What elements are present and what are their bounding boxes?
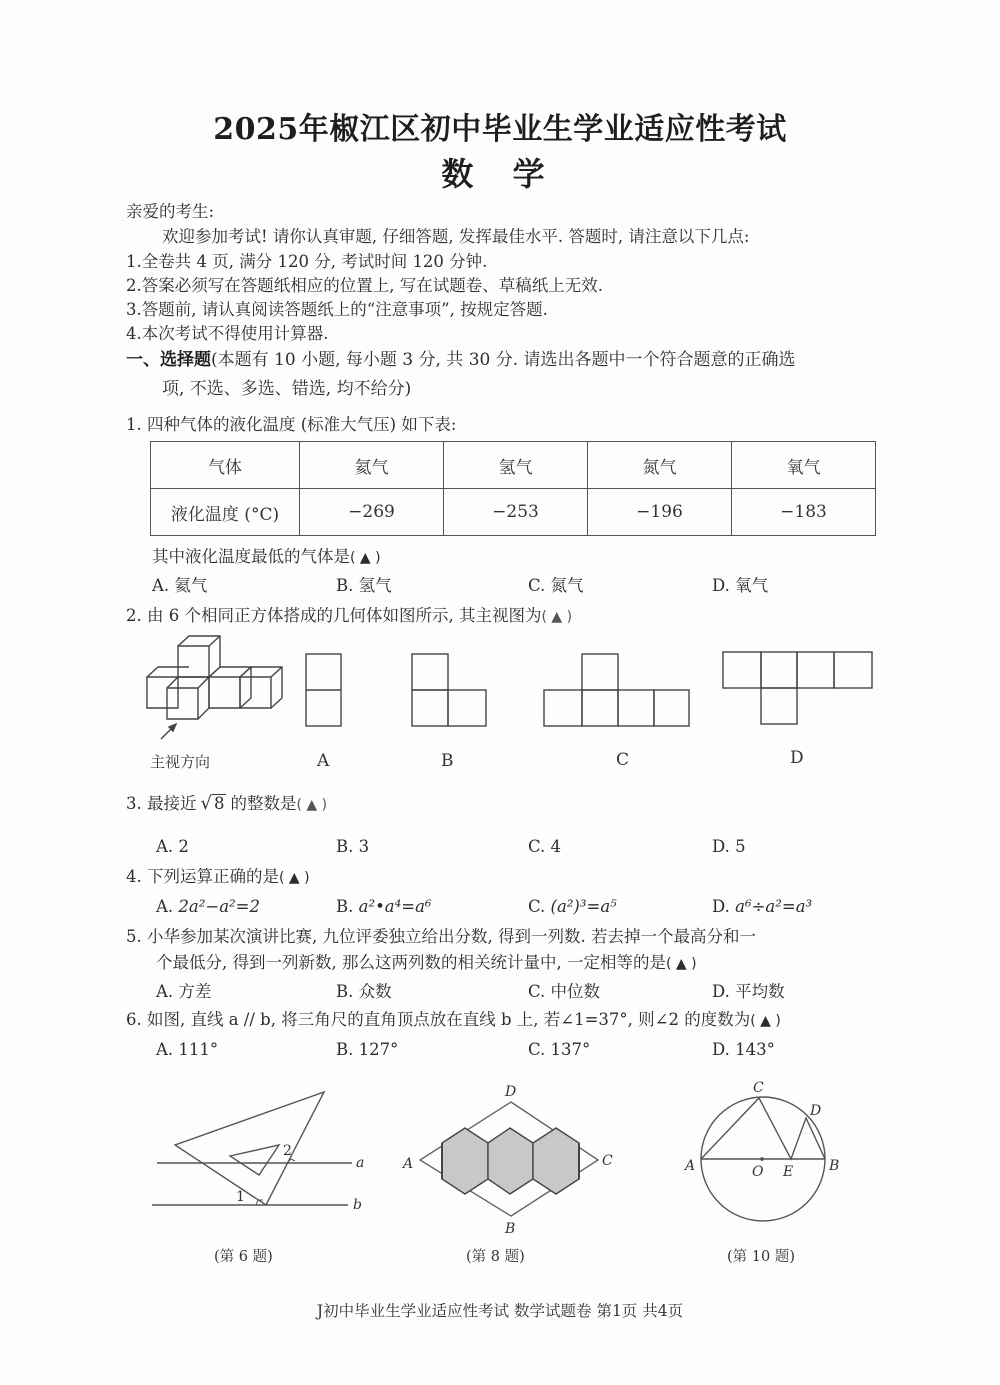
- q4-option-a: [156, 896, 260, 918]
- q1-option-d: D. 氧气: [712, 576, 769, 595]
- instruction-item-1: 1.全卷共 4 页, 满分 120 分, 考试时间 120 分钟.: [126, 252, 488, 271]
- q4-stem-line: [126, 866, 310, 889]
- label-angle-1: 1: [236, 1189, 245, 1205]
- q1-option-b: B. 氢气: [336, 576, 392, 595]
- q2-figures: [0, 630, 1000, 740]
- section-label: 一、选择题: [126, 350, 211, 370]
- label-D: D: [505, 1084, 517, 1100]
- view-option-c: [544, 654, 689, 726]
- q3-option-b: B. 3: [336, 837, 370, 856]
- q5-stem-1: 5. 小华参加某次演讲比赛, 九位评委独立给出分数, 得到一列数. 若去掉一个最高分和一: [126, 927, 756, 946]
- q2-stem-line: [126, 605, 572, 628]
- table-row: [151, 489, 876, 536]
- q6-stem-line: [126, 1009, 781, 1032]
- figure-8-caption: (第 8 题): [466, 1249, 525, 1265]
- welcome-text: 欢迎参加考试! 请你认真审题, 仔细答题, 发挥最佳水平. 答题时, 请注意以下几点:: [162, 227, 750, 246]
- q4-option-b: [336, 896, 432, 918]
- option-expression: (a²)³=a⁵: [550, 897, 617, 916]
- figure-6: [152, 1092, 364, 1213]
- table-cell: 氦气: [300, 442, 444, 489]
- figure-8: [401, 1084, 613, 1237]
- option-label-b: B: [441, 751, 454, 771]
- table-cell: −183: [732, 489, 876, 536]
- label-E: E: [783, 1164, 794, 1180]
- q2-stem: 2. 由 6 个相同正方体搭成的几何体如图所示, 其主视图为: [126, 606, 542, 625]
- table-cell: −269: [300, 489, 444, 536]
- hexagon-shaded: [442, 1128, 488, 1194]
- option-prefix: D.: [712, 897, 730, 916]
- q1-option-a: A. 氦气: [152, 576, 208, 595]
- option-prefix: B.: [336, 897, 354, 916]
- q5-stem-2: 个最低分, 得到一列新数, 那么这两列数的相关统计量中, 一定相等的是: [156, 953, 666, 972]
- q4-option-c: [528, 896, 617, 918]
- answer-blank: ( ▲ ): [665, 956, 697, 972]
- instruction-item-4: 4.本次考试不得使用计算器.: [126, 324, 329, 343]
- figure-6-caption: (第 6 题): [214, 1249, 273, 1265]
- q3-stem-post: 的整数是: [230, 794, 297, 813]
- view-option-b: [412, 654, 486, 726]
- view-option-d: [723, 652, 872, 724]
- q6-option-b: B. 127°: [336, 1040, 399, 1059]
- option-label-a: A: [317, 751, 330, 771]
- section-desc-2: 项, 不选、多选、错选, 均不给分): [162, 379, 412, 399]
- label-D: D: [810, 1103, 822, 1119]
- view-option-a: [306, 654, 341, 726]
- label-A: A: [685, 1158, 696, 1174]
- q4-option-d: [712, 896, 812, 918]
- option-prefix: C.: [528, 897, 546, 916]
- label-C: C: [753, 1080, 764, 1096]
- answer-blank: ( ▲ ): [296, 797, 328, 813]
- label-B: B: [505, 1221, 516, 1237]
- q1-option-c: C. 氮气: [528, 576, 584, 595]
- q3-option-a: A. 2: [156, 837, 189, 856]
- q6-option-c: C. 137°: [528, 1040, 591, 1059]
- option-expression: 2a²−a²=2: [178, 897, 260, 916]
- q1-stem: 1. 四种气体的液化温度 (标准大气压) 如下表:: [126, 415, 457, 434]
- q1-sub-text: 其中液化温度最低的气体是: [152, 547, 350, 566]
- option-label-c: C: [616, 750, 630, 770]
- q5-option-a: A. 方差: [156, 982, 212, 1001]
- q4-stem: 4. 下列运算正确的是: [126, 867, 279, 886]
- label-angle-2: 2: [283, 1143, 292, 1159]
- answer-blank: ( ▲ ): [350, 550, 381, 566]
- table-cell: 液化温度 (°C): [151, 489, 300, 536]
- sqrt-icon: √: [200, 793, 212, 814]
- section-heading: [126, 349, 796, 371]
- q5-option-d: D. 平均数: [712, 982, 785, 1001]
- triangle-ruler-inner: [230, 1145, 279, 1175]
- label-C: C: [602, 1153, 613, 1169]
- instruction-item-2: 2.答案必须写在答题纸相应的位置上, 写在试题卷、草稿纸上无效.: [126, 276, 603, 295]
- figure-10-caption: (第 10 题): [727, 1249, 795, 1265]
- exam-subject: 数 学: [441, 155, 559, 193]
- label-a: a: [356, 1155, 365, 1171]
- answer-blank: ( ▲ ): [750, 1013, 781, 1029]
- q3-stem-pre: 3. 最接近: [126, 794, 197, 813]
- triangle-ruler: [175, 1092, 324, 1205]
- answer-blank: ( ▲ ): [279, 870, 310, 886]
- option-label-d: D: [790, 748, 804, 768]
- table-cell: 氮气: [588, 442, 732, 489]
- section-desc-1: (本题有 10 小题, 每小题 3 分, 共 30 分. 请选出各题中一个符合题意的正确选: [211, 350, 796, 370]
- q6-stem: 6. 如图, 直线 a // b, 将三角尺的直角顶点放在直线 b 上, 若∠1=37°, 则∠2 的度数为: [126, 1010, 751, 1029]
- label-b: b: [353, 1197, 362, 1213]
- q5-option-b: B. 众数: [336, 982, 392, 1001]
- view-direction-label: 主视方向: [150, 753, 211, 771]
- table-cell: 氢气: [444, 442, 588, 489]
- q6-option-d: D. 143°: [712, 1040, 775, 1059]
- q6-option-a: A. 111°: [156, 1040, 219, 1059]
- exam-title: 2025年椒江区初中毕业生学业适应性考试: [213, 112, 787, 147]
- label-O: O: [752, 1164, 764, 1180]
- hexagon-shaded: [488, 1128, 533, 1194]
- option-prefix: A.: [156, 897, 174, 916]
- q3-stem-line: [126, 793, 327, 816]
- option-expression: a⁶÷a²=a³: [735, 897, 813, 916]
- figure-10: [683, 1080, 839, 1221]
- q5-option-c: C. 中位数: [528, 982, 601, 1001]
- instruction-item-3: 3.答题前, 请认真阅读答题纸上的“注意事项”, 按规定答题.: [126, 300, 548, 319]
- table-cell: −196: [588, 489, 732, 536]
- hexagon-shaded: [533, 1128, 579, 1194]
- table-cell: 气体: [151, 442, 300, 489]
- q1-subquestion: [152, 546, 381, 569]
- sqrt-expression: [212, 794, 227, 813]
- table-cell: 氧气: [732, 442, 876, 489]
- page-footer: J初中毕业生学业适应性考试 数学试题卷 第1页 共4页: [316, 1302, 684, 1320]
- option-expression: a²•a⁴=a⁶: [358, 897, 432, 916]
- answer-blank: ( ▲ ): [541, 609, 573, 625]
- q3-option-d: D. 5: [712, 837, 746, 856]
- table-cell: −253: [444, 489, 588, 536]
- table-header-row: [151, 442, 876, 489]
- q5-stem-line-2: [156, 952, 697, 975]
- radicand: 8: [213, 794, 225, 813]
- greeting: 亲爱的考生:: [126, 202, 215, 221]
- bottom-figures: [0, 1075, 1000, 1240]
- cube-stack-figure: [147, 636, 282, 739]
- gas-table: [150, 441, 876, 536]
- label-A: A: [403, 1156, 414, 1172]
- label-B: B: [829, 1158, 840, 1174]
- q3-option-c: C. 4: [528, 837, 562, 856]
